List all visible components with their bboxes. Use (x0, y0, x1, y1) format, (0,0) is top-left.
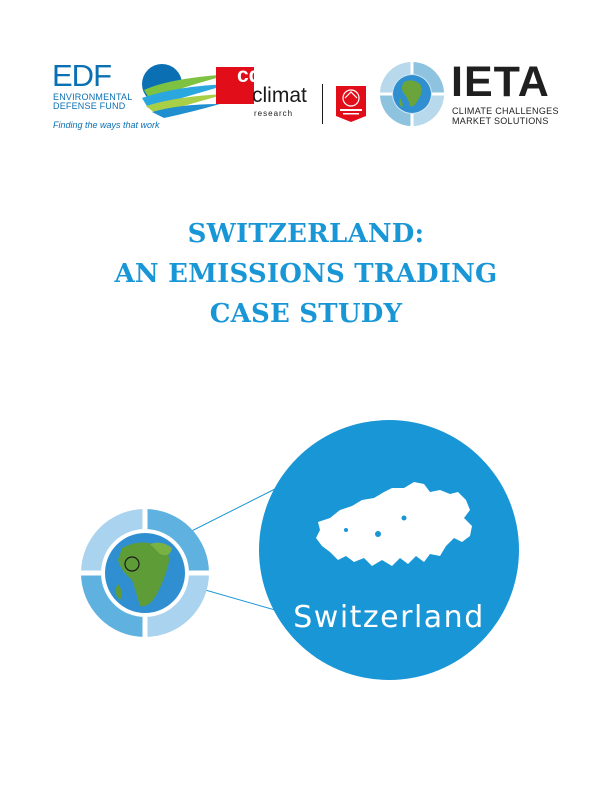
ieta-sub-line1: CLIMATE CHALLENGES (452, 106, 559, 116)
country-label: Switzerland (293, 600, 485, 635)
cdc-divider (322, 84, 323, 124)
edf-sub-line2: DEFENSE FUND (53, 101, 126, 111)
ieta-subtitle (452, 106, 559, 126)
ieta-sub-line2: MARKET SOLUTIONS (452, 116, 549, 126)
small-globe-icon (81, 509, 209, 637)
document-title (0, 214, 612, 334)
edf-logo[interactable] (52, 60, 212, 132)
edf-subtitle (53, 93, 132, 111)
edf-tagline: Finding the ways that work (53, 120, 160, 130)
ieta-globe-icon (378, 60, 446, 128)
cdc-climat-word: climat (252, 84, 307, 107)
logo-row (0, 0, 612, 140)
ieta-word: IETA (451, 58, 550, 106)
title-line-1: SWITZERLAND: (187, 219, 425, 249)
caisse-des-depots-seal-icon (332, 82, 370, 124)
title-line-3: CASE STUDY (209, 299, 403, 329)
edf-sub-line1: ENVIRONMENTAL (53, 92, 133, 102)
switzerland-illustration (0, 420, 612, 720)
edf-letters: EDF (52, 58, 111, 93)
title-line-2: AN EMISSIONS TRADING (114, 259, 498, 289)
cdc-research-word: research (254, 109, 294, 118)
cdc-word: cdc (237, 64, 274, 87)
